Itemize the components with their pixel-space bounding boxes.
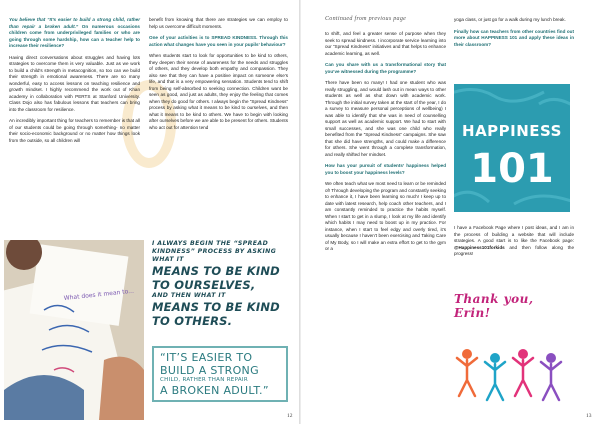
page-12: [0, 0, 299, 424]
answer-paragraph: [454, 225, 574, 258]
answer-paragraph: An incredibly important thing for teachers to remember is that all of our students could be going through something- no matter their socio-economic background or no matter how things look from the outside, so all children will: [9, 118, 140, 143]
column-left: [9, 17, 140, 149]
intro-question: [9, 17, 140, 50]
pull-quote-large: MEANS TO BE KIND TO OTHERS.: [152, 300, 280, 328]
column-left: [325, 31, 446, 258]
answer-paragraph: yoga class, or just go for a walk during my lunch break.: [454, 17, 566, 22]
pull-quote-small: I ALWAYS BEGIN THE “SPREAD KINDNESS” PROCESS BY ASKING WHAT IT: [152, 240, 277, 263]
children-illustration: [451, 340, 571, 406]
answer-paragraph: Having direct conversations about struggles and having lots strategies to overcome them is very valuable. Just as we work to build a child’s strength in metacognition, so too can we build their strength in emotional awareness. There are so many wonderful, easy to access lessons on teaching resilience and growth mindset. I highly recommend the work out of Khan academy in collaboration with PERTS at Stanford University. Class Dojo also has fabulous lessons that teachers can bring into the classroom for resilience.: [9, 54, 140, 112]
answer-paragraph: benefit from knowing that there are strategies we can employ to help us overcome difficult moments.: [149, 17, 288, 29]
column-right: [149, 17, 288, 136]
happiness-101-logo: [454, 84, 570, 212]
logo-number: 101: [470, 146, 554, 192]
column-right-bottom: [454, 225, 574, 263]
photo-writing: What does it mean to...: [63, 287, 135, 302]
interview-question: Can you share with us a transformational story that you’ve witnessed during the programme?: [325, 62, 446, 74]
column-right: [454, 17, 574, 53]
continued-label: Continued from previous page: [325, 16, 407, 22]
facebook-text: I have a Facebook Page where I post ideas, and I am in the process of building a website that will include strategies. A good start is to like the Facebook page:: [454, 225, 574, 243]
interview-question: Finally how can teachers from other countries find out more about HAPPINESS 101 and apply these ideas in their classroom?: [454, 28, 574, 47]
intro-question-text: On numerous occasions children come from underprivileged families or who are going through some hardship, how can a teacher help to increase their resilience?: [9, 23, 140, 48]
boxed-quote-line: “IT’S EASIER TO BUILD A STRONG: [160, 351, 259, 377]
page-13: [301, 0, 600, 424]
facebook-handle: @Happiness101forkids: [454, 244, 505, 250]
classroom-photo-illustration: [4, 240, 144, 420]
pull-quote-kindness: [152, 240, 288, 328]
facebook-text-end: and then follow along the progress!: [454, 244, 574, 256]
pull-quote-boxed: [152, 346, 288, 402]
page-number: 12: [287, 413, 293, 419]
answer-paragraph: When students start to look for opportunities to be kind to others, they deepen their sense of awareness for the needs and struggles of others, and they develop both empathy and compassion. They also see that they can have a positive impact on someone else’s life, and that is a very empowering sensation. Students tend to shift from being self-absorbed to seeking connection. Children want be seen as good, and just as adults, they enjoy the feeling that comes when they do good for others. I always begin the “Spread Kindness” process by asking what it means to be kind to ourselves, and then what it means to be kind to others. We have to begin with looking after ourselves before we are able to be present for others. Students who act out for attention tend: [149, 53, 288, 130]
interview-question: One of your activities is to SPREAD KINDNESS. Through this action what changes have you seen in your pupils’ behaviour?: [149, 35, 288, 47]
interview-question: How has your pursuit of students’ happiness helped you to boost your happiness levels?: [325, 163, 446, 175]
answer-paragraph: We often teach what we most need to learn or be reminded of! Through developing the program and constantly seeking to enhance it, I have been learning so much! I keep up to date with latest research, help coach other teachers, and I am constantly reminded to practice the habits myself. When I start to get in a slump, I look at my life and identify which habits I may need to boost up in my practice. For instance, when I start to feel edgy and overly tired, it’s usually because I haven’t been exercising and Taking Care of My Body, so I will make an extra effort to get to the gym or a: [325, 181, 446, 251]
thank-you-banner: Thank you, Erin!: [454, 292, 534, 320]
answer-paragraph: There have been so many! I had one student who was really struggling, and would lash out in mean ways to other students as well as shut down with academic work. Through the initial survey taken at the start of the year, I do a survey to measure personal perceptions of wellbeing) I was able to identify that she was in need of counselling support as well as academic support. We had to start with small successes, and she was one child who really benefited from the “Spread Kindness” campaigns. She saw that she did have strengths, and could make a difference for others. She went through a complete transformation, and really shifted her mindset.: [325, 80, 446, 157]
children-figures: [451, 340, 571, 410]
happiness-101-logo-art: [454, 84, 570, 212]
pull-quote-large: MEANS TO BE KIND TO OURSELVES,: [152, 264, 280, 292]
boxed-quote-line: CHILD, RATHER THAN REPAIR: [160, 377, 248, 383]
answer-paragraph: to shift, and feel a greater sense of purpose when they seek to spread kindness. I incorporate service learning into our “Spread Kindness” initiatives and that helps to enhance academic learning, as well.: [325, 31, 446, 56]
pull-quote-small: AND THEN WHAT IT: [152, 292, 226, 299]
page-number: 13: [586, 413, 592, 419]
classroom-photo: [4, 240, 144, 420]
intro-quote: You believe that “It’s easier to build a strong child, rather than repair a broken adult.”: [9, 17, 140, 29]
pull-quote-block: [152, 240, 288, 416]
logo-word: HAPPINESS: [462, 122, 562, 140]
boxed-quote-line: A BROKEN ADULT.”: [160, 384, 269, 397]
